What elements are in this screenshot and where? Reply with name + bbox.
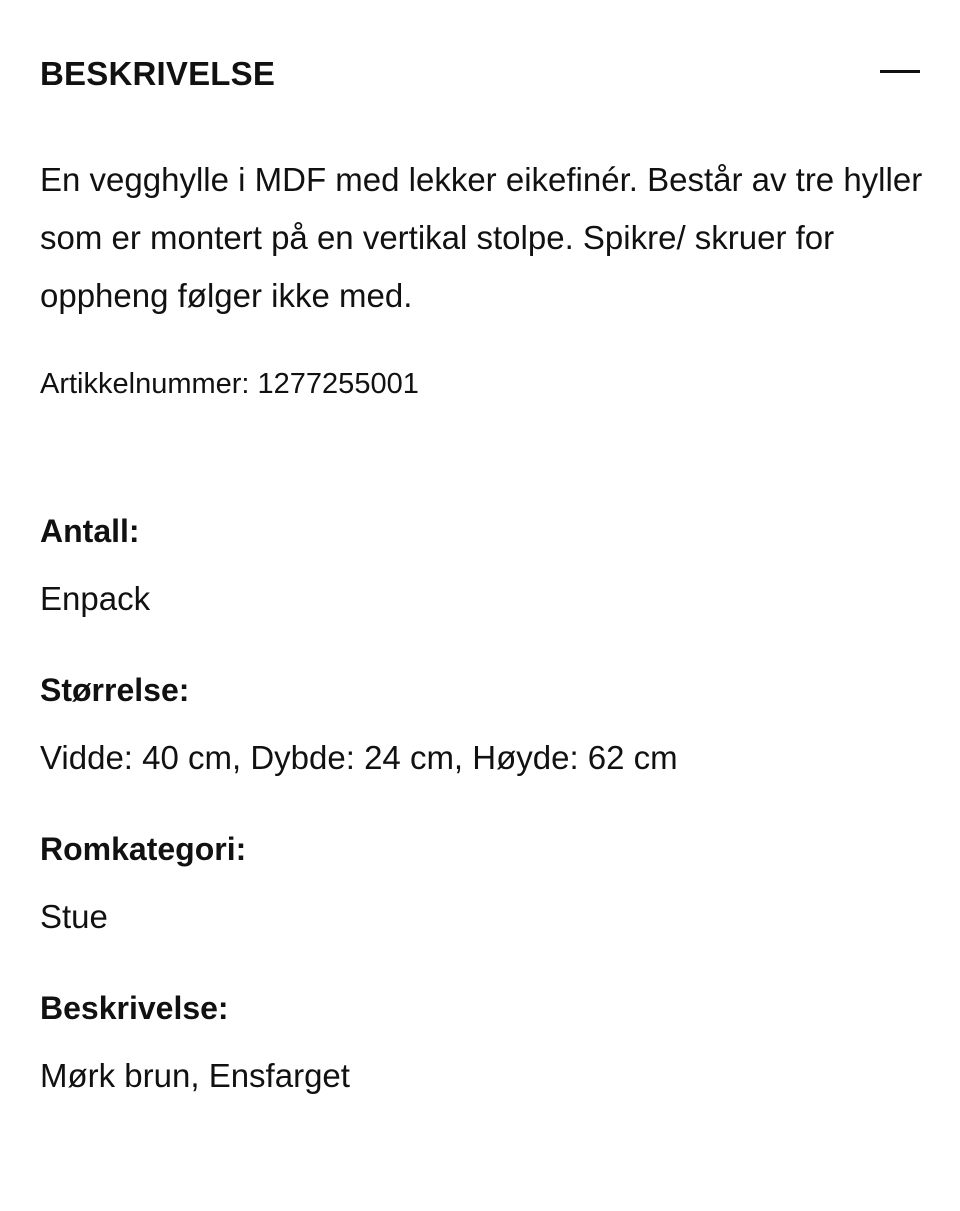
description-accordion bbox=[40, 0, 923, 1094]
attribute-value: Enpack bbox=[40, 580, 151, 617]
attribute-value: Vidde: 40 cm, Dybde: 24 cm, Høyde: 62 cm bbox=[40, 739, 678, 776]
attribute-description bbox=[40, 982, 920, 1141]
accordion-header[interactable] bbox=[40, 0, 920, 148]
product-attributes bbox=[40, 505, 920, 1141]
attribute-room-category bbox=[40, 823, 920, 982]
attribute-label: Romkategori: bbox=[40, 831, 247, 867]
article-number: Artikkelnummer: 1277255001 bbox=[40, 368, 419, 400]
attribute-value: Stue bbox=[40, 898, 108, 935]
attribute-quantity bbox=[40, 505, 920, 664]
attribute-size bbox=[40, 664, 920, 823]
attribute-value: Mørk brun, Ensfarget bbox=[40, 1057, 350, 1094]
product-description: En vegghylle i MDF med lekker eikefinér. Består av tre hyller som er montert på en vertikal stolpe. Spikre/ skruer for oppheng følger ikke med. bbox=[40, 161, 923, 314]
attribute-label: Beskrivelse: bbox=[40, 990, 229, 1026]
section-title: BESKRIVELSE bbox=[40, 55, 276, 92]
attribute-label: Antall: bbox=[40, 513, 140, 549]
attribute-label: Størrelse: bbox=[40, 672, 190, 708]
minus-icon[interactable] bbox=[880, 56, 920, 86]
